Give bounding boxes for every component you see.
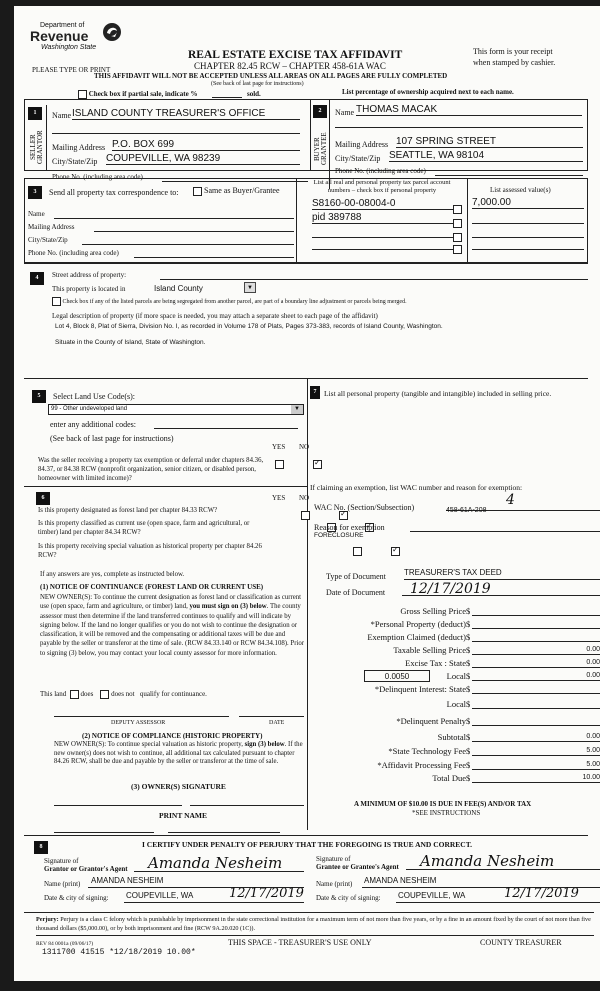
parcel-header: List all real and personal property tax parcel account numbers – check box if personal property <box>313 179 451 194</box>
fee-value[interactable] <box>472 606 600 616</box>
partial-sold: sold. <box>247 90 261 98</box>
corr-mailing-label: Mailing Address <box>28 223 75 231</box>
fee-row: Local $ <box>314 699 600 712</box>
grantee-city: COUPEVILLE, WA <box>398 891 466 900</box>
parcel-number[interactable]: pid 389788 <box>312 212 462 224</box>
assessed-value[interactable]: 7,000.00 <box>472 197 584 209</box>
fee-row: Excise Tax : State $ 0.00 <box>405 658 600 668</box>
send-correspondence-label: Send all property tax correspondence to: <box>49 188 179 197</box>
section-number: 5 <box>32 390 46 403</box>
section-number: 7 <box>310 386 320 399</box>
fee-value[interactable] <box>472 619 600 629</box>
treasurer-stamp: 1311700 41515 *12/18/2019 10.00* <box>42 948 196 957</box>
logo-line3: Washington State <box>41 44 97 51</box>
seller-mailing-field[interactable]: P.O. BOX 699 <box>112 139 300 151</box>
grantor-name-label: Name (print) <box>44 880 81 888</box>
section-number: 6 <box>36 492 50 505</box>
affidavit-page <box>14 6 600 981</box>
print-name-line-2[interactable] <box>168 832 280 833</box>
county-dropdown-icon[interactable]: ▼ <box>244 282 256 293</box>
does-not-checkbox[interactable] <box>100 690 109 699</box>
fee-row: 0.0050 Local $ 0.00 <box>314 671 600 684</box>
segregated-row <box>52 297 407 306</box>
minimum-note: A MINIMUM OF $10.00 IS DUE IN FEE(S) AND/OR TAX <box>354 800 532 808</box>
notice2-title: (2) NOTICE OF COMPLIANCE (HISTORIC PROPERTY) <box>82 732 263 740</box>
parcel-row <box>300 212 588 226</box>
wac-field[interactable] <box>446 492 600 514</box>
see-back-note: (See back of last page for instructions) <box>211 81 304 87</box>
fee-row: *Affidavit Processing Fee $ 5.00 <box>377 760 600 770</box>
fee-value[interactable] <box>472 632 600 642</box>
land-use-dropdown-icon[interactable]: ▼ <box>291 405 303 414</box>
fee-value[interactable]: 0.00 <box>472 645 600 655</box>
partial-sale-label: Check box if partial sale, indicate % <box>88 90 198 99</box>
current-use-question: Is this property classified as current use (open space, farm and agricultural, or timber) land per chapter 84.34 RCW? <box>38 520 250 536</box>
fee-row: *Delinquent Penalty $ <box>314 716 600 729</box>
parcel-number[interactable] <box>312 238 462 250</box>
fee-row: *Personal Property (deduct) $ <box>314 619 600 632</box>
fee-table <box>314 606 600 806</box>
section-number: 8 <box>34 841 48 854</box>
treasurer-use-only: THIS SPACE - TREASURER'S USE ONLY <box>228 938 372 947</box>
fee-row: *Delinquent Interest: State $ <box>314 684 600 697</box>
grantee-date: 12/17/2019 <box>504 886 579 901</box>
buyer-name-label: Name <box>335 108 355 117</box>
county-treasurer: COUNTY TREASURER <box>480 938 562 947</box>
fee-value[interactable]: 5.00 <box>472 746 600 756</box>
notice1-title: (1) NOTICE OF CONTINUANCE (FOREST LAND OR CURRENT USE) <box>40 583 264 591</box>
doc-date-field[interactable]: 12/17/2019 <box>402 581 600 596</box>
buyer-name-field[interactable]: THOMAS MACAK <box>356 104 582 116</box>
fee-value[interactable]: 0.00 <box>472 658 600 668</box>
warning-banner: THIS AFFIDAVIT WILL NOT BE ACCEPTED UNLESS ALL AREAS ON ALL PAGES ARE FULLY COMPLETED <box>94 72 448 80</box>
section-number: 4 <box>30 272 44 285</box>
reason-label: Reason for exemption <box>314 523 385 532</box>
fee-row: Total Due $ 10.00 <box>432 773 600 783</box>
grantee-sig-label-2: Grantee or Grantee's Agent <box>316 863 399 871</box>
wac-handwritten: 4 <box>506 492 515 508</box>
deputy-assessor-sig-line[interactable] <box>54 716 229 717</box>
local-rate-box[interactable]: 0.0050 <box>364 670 430 682</box>
grantor-signature-field[interactable]: Amanda Nesheim <box>134 854 304 872</box>
doc-date-label: Date of Document <box>326 588 386 597</box>
continuance-row: This land does does not qualify for continuance. <box>40 690 207 699</box>
corr-phone-label: Phone No. (including area code) <box>28 249 119 257</box>
seller-mailing-label: Mailing Address <box>52 143 106 152</box>
corr-city-label: City/State/Zip <box>28 236 68 244</box>
personal-property-checkbox[interactable] <box>453 245 462 254</box>
parcel-row <box>300 238 588 252</box>
assessed-header: List assessed value(s) <box>490 186 551 194</box>
corr-name-label: Name <box>28 210 45 218</box>
partial-sale <box>78 90 197 99</box>
grantor-sig-label-1: Signature of <box>44 857 79 865</box>
owner-sig-line-1[interactable] <box>54 805 182 806</box>
section2-buyer <box>311 99 588 189</box>
assessor-date-label: DATE <box>269 720 285 726</box>
segregated-label: Check box if any of the listed parcels are being segregated from another parcel, are part of a boundary line adjustment or parcels being merged. <box>62 298 407 305</box>
segregated-checkbox[interactable] <box>52 297 61 306</box>
no-header: NO <box>299 443 310 451</box>
corr-name-field[interactable] <box>54 218 294 219</box>
land-use-label: Select Land Use Code(s): <box>53 392 135 401</box>
fee-row: Subtotal $ 0.00 <box>437 732 600 742</box>
buyer-side-label: BUYER GRANTEE <box>313 132 328 166</box>
section-number: 3 <box>28 186 42 199</box>
grantor-date-label: Date & city of signing: <box>44 894 109 902</box>
same-as-buyer-checkbox[interactable] <box>193 187 202 196</box>
partial-percent-field[interactable] <box>212 97 242 98</box>
yes-header: YES <box>272 494 286 502</box>
grantor-date: 12/17/2019 <box>229 886 304 901</box>
seller-name-label: Name <box>52 111 72 120</box>
perjury-notice: Perjury: Perjury is a class C felony which is punishable by imprisonment in the state correctional institution for a maximum term of not more than five years, or by a fine in an amount fixed by the court of not more than five thousand dollars ($5,000.00), or by both imprisonment and fine (RCW 9A.20.020 (1C)). <box>36 916 591 932</box>
county-select[interactable]: Island County <box>154 284 203 293</box>
seller-phone-label: Phone No. (including area code) <box>52 173 143 181</box>
grantor-date-city-field[interactable] <box>124 888 304 903</box>
fee-value[interactable]: 10.00 <box>472 773 600 783</box>
exemption-no-checkbox[interactable] <box>313 460 322 469</box>
deputy-assessor-label: DEPUTY ASSESSOR <box>111 720 166 726</box>
please-type: PLEASE TYPE OR PRINT <box>32 66 111 74</box>
parcel-number[interactable]: S8160-00-08004-0 <box>312 198 462 210</box>
corr-phone-field[interactable] <box>134 257 294 258</box>
historic-no-checkbox[interactable] <box>391 547 400 556</box>
same-as-buyer <box>193 186 280 196</box>
owner-signature-label: (3) OWNER(S) SIGNATURE <box>131 782 226 791</box>
legal-desc-line1: Lot 4, Block 8, Plat of Sierra, Division No. I, as recorded in Volume 178 of Plats, Pages 373-383, records of Island County, Washington. <box>55 323 443 330</box>
partial-sale-checkbox[interactable] <box>78 90 87 99</box>
buyer-city-label: City/State/Zip <box>335 154 381 163</box>
see-instructions: *SEE INSTRUCTIONS <box>412 809 481 817</box>
buyer-mailing-label: Mailing Address <box>335 140 389 149</box>
doc-type-field[interactable]: TREASURER'S TAX DEED <box>404 568 600 580</box>
section-number: 1 <box>28 107 42 120</box>
assessor-date-line[interactable] <box>239 716 304 717</box>
fee-value[interactable] <box>472 684 600 694</box>
does-checkbox[interactable] <box>70 690 79 699</box>
logo-line1: Department of <box>40 22 85 29</box>
fee-row: Exemption Claimed (deduct) $ <box>314 632 600 645</box>
street-address-field[interactable] <box>160 279 588 280</box>
assessed-value[interactable] <box>472 226 584 238</box>
legal-desc-line2: Situate in the County of Island, State of Washington. <box>55 339 206 346</box>
ownership-note: List percentage of ownership acquired next to each name. <box>342 88 514 96</box>
street-address-label: Street address of property: <box>52 271 127 279</box>
grantor-name-field[interactable]: AMANDA NESHEIM <box>88 876 304 888</box>
parcel-row <box>300 198 588 212</box>
fee-row: *State Technology Fee $ 5.00 <box>388 746 600 756</box>
seller-side-label: SELLER GRANTOR <box>29 130 44 164</box>
exemption-claim-label: If claiming an exemption, list WAC number and reason for exemption: <box>310 483 523 492</box>
historic-question: Is this property receiving special valuation as historical property per chapter 84.26 RCW? <box>38 543 262 559</box>
notice1-text: NEW OWNER(S): To continue the current designation as forest land or classification as current use (open space, farm and agriculture, or timber) land, you must sign on (3) below. The county assessor must then determine if the land transferred continues to qualify and will indicate by signing below. If the land no longer qualifies or you do not wish to continue the designation or classification, it will be removed and the compensating or additional taxes will be due and payable by the seller or transferor at the time of sale. (RCW 84.33.140 or RCW 84.34.108). Prior to signing (3) below, you may contact your local county assessor for more information. <box>40 594 305 657</box>
owner-sig-line-2[interactable] <box>190 805 304 806</box>
buyer-phone-label: Phone No. (including area code) <box>335 167 426 175</box>
corr-city-field[interactable] <box>82 244 294 245</box>
no-header: NO <box>299 494 310 502</box>
print-name-label: PRINT NAME <box>159 811 207 820</box>
logo-swirl-icon <box>102 22 122 42</box>
fee-row: Taxable Selling Price $ 0.00 <box>393 645 600 655</box>
reason-field-line[interactable] <box>410 531 600 532</box>
seller-name-line2[interactable] <box>52 133 300 134</box>
form-subtitle: CHAPTER 82.45 RCW – CHAPTER 458-61A WAC <box>194 61 386 71</box>
wac-value: 458-61A-208 <box>446 507 487 514</box>
corr-mailing-field[interactable] <box>94 231 294 232</box>
seller-city-label: City/State/Zip <box>52 157 98 166</box>
assessed-value[interactable] <box>472 238 584 250</box>
legal-desc-label: Legal description of property (if more space is needed, you may attach a separate sheet to each page of the affidavit) <box>52 312 378 320</box>
located-in-label: This property is located in <box>52 285 126 293</box>
section-number: 2 <box>313 105 327 118</box>
buyer-city-field[interactable]: SEATTLE, WA 98104 <box>389 150 583 162</box>
fee-value[interactable] <box>472 699 600 709</box>
receipt-note-2: when stamped by cashier. <box>473 58 556 67</box>
grantee-name-label: Name (print) <box>316 880 353 888</box>
additional-codes-label: enter any additional codes: <box>50 420 136 429</box>
same-as-buyer-label: Same as Buyer/Grantee <box>204 186 280 195</box>
reason-value[interactable]: FORECLOSURE <box>314 532 364 539</box>
parcel-number[interactable] <box>312 226 462 238</box>
buyer-mailing-field[interactable]: 107 SPRING STREET <box>396 136 583 148</box>
receipt-note-1: This form is your receipt <box>473 47 553 56</box>
additional-codes-field[interactable] <box>154 428 298 429</box>
assessed-value[interactable] <box>472 212 584 224</box>
see-back-instructions: (See back of last page for instructions) <box>50 434 174 443</box>
logo-line2: Revenue <box>30 28 89 44</box>
form-revision: REV 84 0001a (09/06/17) <box>36 941 94 947</box>
wac-label: WAC No. (Section/Subsection) <box>314 503 415 512</box>
fee-value[interactable] <box>472 716 600 726</box>
fee-value[interactable]: 0.00 <box>472 732 600 742</box>
seller-name-field[interactable]: ISLAND COUNTY TREASURER'S OFFICE <box>72 108 300 120</box>
buyer-name-line2[interactable] <box>335 127 583 128</box>
doc-type-label: Type of Document <box>326 572 386 581</box>
forest-yes-checkbox[interactable] <box>301 511 310 520</box>
section1-seller <box>24 99 310 171</box>
yes-header: YES <box>272 443 286 451</box>
personal-property-label: List all personal property (tangible and intangible) included in selling price. <box>324 389 552 398</box>
certify-statement: I CERTIFY UNDER PENALTY OF PERJURY THAT THE FOREGOING IS TRUE AND CORRECT. <box>142 840 473 849</box>
exemption-yes-checkbox[interactable] <box>275 460 284 469</box>
grantee-name-field[interactable]: AMANDA NESHEIM <box>362 876 600 888</box>
seller-city-field[interactable]: COUPEVILLE, WA 98239 <box>106 153 300 165</box>
grantor-sig-label-2: Grantor or Grantor's Agent <box>44 865 128 873</box>
exemption-question: Was the seller receiving a property tax exemption or deferral under chapters 84.36, 84.37, or 84.38 RCW (nonprofit organization, senior citizen, or disabled person, homeowner with limited income)? <box>38 457 264 482</box>
forest-land-question: Is this property designated as forest land per chapter 84.33 RCW? <box>38 507 218 514</box>
grantor-city: COUPEVILLE, WA <box>126 891 194 900</box>
print-name-line-1[interactable] <box>54 832 154 833</box>
fee-value[interactable]: 0.00 <box>472 671 600 681</box>
grantee-sig-label-1: Signature of <box>316 855 351 863</box>
fee-value[interactable]: 5.00 <box>472 760 600 770</box>
grantee-signature-field[interactable]: Amanda Nesheim <box>406 852 600 870</box>
fee-row: Gross Selling Price $ <box>314 606 600 619</box>
if-yes-note: If any answers are yes, complete as instructed below. <box>40 571 185 578</box>
grantee-date-city-field[interactable] <box>396 888 600 903</box>
land-use-value: 99 - Other undeveloped land <box>51 406 128 412</box>
land-use-select[interactable] <box>48 404 304 415</box>
grantee-date-label: Date & city of signing: <box>316 894 381 902</box>
notice2-text: NEW OWNER(S): To continue special valuation as historic property, sign (3) below. If the new owner(s) does not wish to continue, all additional tax calculated pursuant to chapter 84.26 RCW, shall be due and payable by the seller or transferor at the time of sale. <box>54 741 303 765</box>
buyer-phone-field[interactable] <box>435 175 583 176</box>
dor-logo <box>30 20 125 54</box>
forest-no-checkbox[interactable] <box>339 511 348 520</box>
form-title: REAL ESTATE EXCISE TAX AFFIDAVIT <box>188 49 403 61</box>
historic-yes-checkbox[interactable] <box>353 547 362 556</box>
